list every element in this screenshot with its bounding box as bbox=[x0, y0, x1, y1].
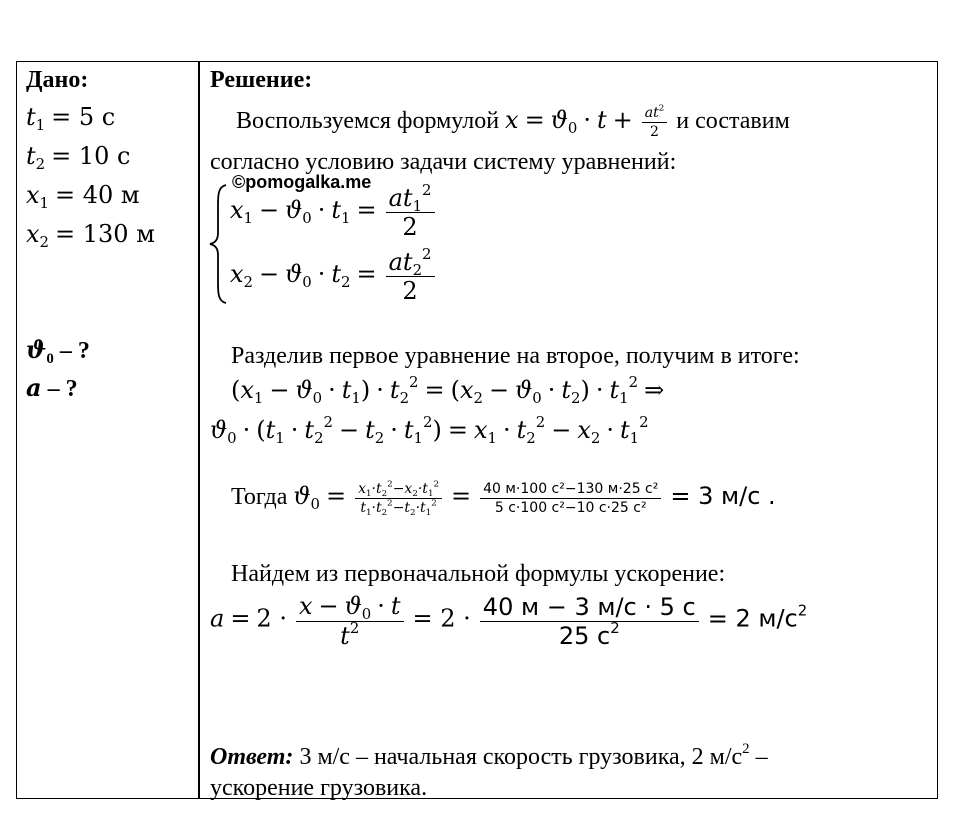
intro-line2: согласно условию задачи систему уравнений: bbox=[210, 149, 677, 175]
answer-line1: Ответ: 3 м/с – начальная скорость грузовика, 2 $м/с^2$ – bbox=[210, 740, 768, 770]
accel-result: a = 2 · $\frac{x - ϑ_0 \cdot t}{t^2}$ = 2 · $\frac{40 м - 3 м/с \cdot 5 с}{25 с^2}$ = 2 $м/с^2$ bbox=[210, 592, 808, 650]
given-header: Дано: bbox=[26, 67, 89, 93]
given-t1: $t_1 = 5$ с bbox=[26, 103, 116, 135]
column-divider bbox=[198, 61, 200, 799]
solution-header: Решение: bbox=[210, 67, 313, 93]
given-t2: $t_2 = 10$ с bbox=[26, 142, 131, 174]
answer-line2: ускорение грузовика. bbox=[210, 775, 428, 801]
find-a: a – ? bbox=[26, 373, 78, 402]
v0-result: Тогда $ϑ_0$ = $\frac{x_1\cdot t_2^2-x_2\cdot t_1^2}{t_1\cdot t_2^2-t_2\cdot t_1^2}$ = $\frac{\text{40 м·100 с²−130 м·25 с²}}{\text{5 с·100 с²−10 с·25 с²}}$ = 3 м/с . bbox=[231, 479, 776, 519]
intro-line1: Воспользуемся формулой $x = ϑ_0 \cdot t$ + $\frac{at^2}{2}$ и составим bbox=[236, 103, 790, 140]
watermark: ©pomogalka.me bbox=[232, 172, 372, 192]
equation-2: $x_2 - ϑ_0 \cdot t_2$ = $\frac{at_2^2}{2}$ bbox=[230, 250, 438, 303]
divide-text: Разделив первое уравнение на второе, получим в итоге: bbox=[231, 343, 800, 369]
derivation-2: $ϑ_0 \cdot (t_1 \cdot t_2^2 - t_2 \cdot t_1^2) = x_1 \cdot t_2^2 - x_2 \cdot t_1^2$ bbox=[210, 412, 649, 448]
system-brace bbox=[208, 183, 230, 305]
find-v0: $ϑ_0$ – ? bbox=[26, 335, 90, 368]
find-accel-text: Найдем из первоначальной формулы ускорение: bbox=[231, 561, 726, 587]
equation-1: $x_1 - ϑ_0 \cdot t_1$ = $\frac{at_1^2}{2}$ bbox=[230, 186, 438, 239]
given-x1: $x_1 = 40$ м bbox=[26, 181, 140, 213]
given-x2: $x_2 = 130$ м bbox=[26, 220, 155, 252]
derivation-1: $(x_1 - ϑ_0 \cdot t_1) \cdot t_2^2 = (x_2 - ϑ_0 \cdot t_2) \cdot t_1^2$ ⇒ bbox=[231, 372, 665, 408]
